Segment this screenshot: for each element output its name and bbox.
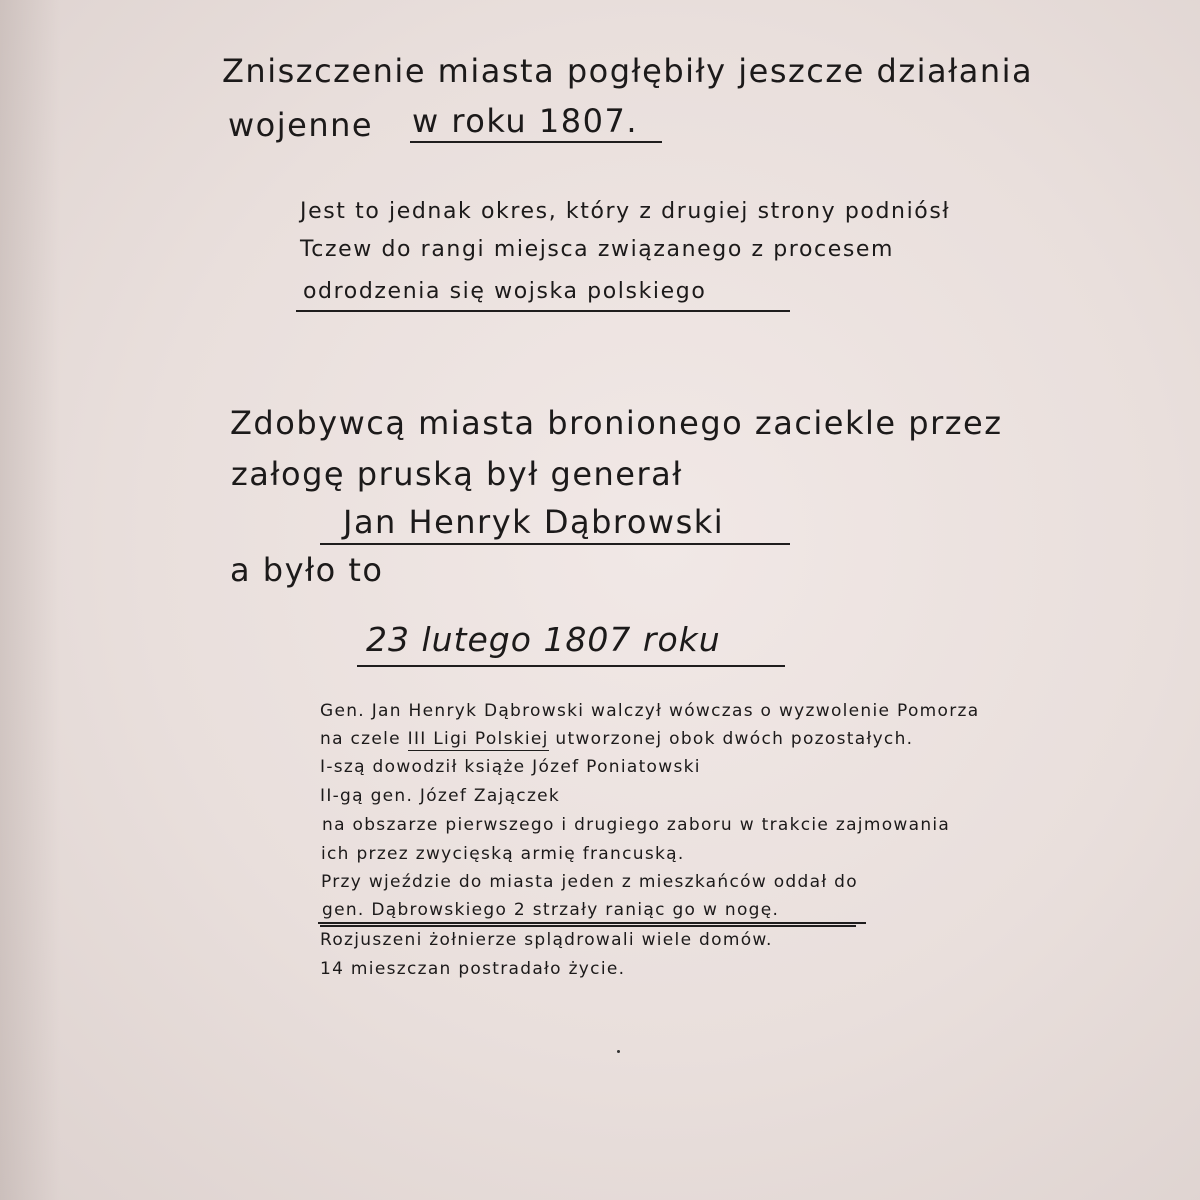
note-line-1: Gen. Jan Henryk Dąbrowski walczył wówczas o wyzwolenie Pomorza [320, 701, 980, 721]
note-line-4: II-gą gen. Józef Zajączek [320, 786, 561, 806]
note-line-10: 14 mieszczan postradało życie. [320, 959, 626, 979]
note-line-6: ich przez zwycięską armię francuską. [321, 844, 685, 864]
note-line-7: Przy wjeździe do miasta jeden z mieszkańców oddał do [321, 872, 858, 892]
shots-underline-top [318, 922, 866, 924]
page-edge-shadow [0, 0, 60, 1200]
rank-line-3: odrodzenia się wojska polskiego [303, 279, 707, 304]
conqueror-line-2: załogę pruską był generał [231, 455, 683, 493]
note-line-3: I-szą dowodził książe Józef Poniatowski [320, 757, 701, 777]
shots-underline-bottom [320, 925, 856, 927]
ink-speck [617, 1050, 620, 1053]
general-name: Jan Henryk Dąbrowski [343, 503, 725, 541]
note-line-2 [320, 729, 913, 749]
intro-line-1: Zniszczenie miasta pogłębiły jeszcze działania [222, 52, 1034, 90]
third-league-highlight: III Ligi Polskiej [407, 729, 549, 749]
revival-underline [296, 310, 790, 312]
rank-line-1: Jest to jednak okres, który z drugiej strony podniósł [300, 199, 951, 224]
note-line-8: gen. Dąbrowskiego 2 strzały raniąc go w nogę. [322, 900, 780, 920]
rank-line-2: Tczew do rangi miejsca związanego z procesem [300, 237, 895, 262]
conqueror-line-4: a było to [230, 551, 384, 589]
battle-date: 23 lutego 1807 roku [366, 620, 721, 659]
note-line-2-end: utworzonej obok dwóch pozostałych. [555, 729, 914, 749]
conqueror-line-1: Zdobywcą miasta bronionego zaciekle przez [230, 404, 1003, 442]
note-line-2-start: na czele [320, 729, 401, 749]
year-underline [410, 141, 662, 143]
year-1807-highlight: w roku 1807. [412, 102, 638, 140]
note-line-5: na obszarze pierwszego i drugiego zaboru w trakcie zajmowania [322, 815, 951, 835]
date-underline [357, 665, 785, 667]
general-name-underline [320, 543, 790, 545]
intro-line-2-start: wojenne [228, 106, 374, 144]
note-line-9: Rozjuszeni żołnierze splądrowali wiele domów. [320, 930, 773, 950]
